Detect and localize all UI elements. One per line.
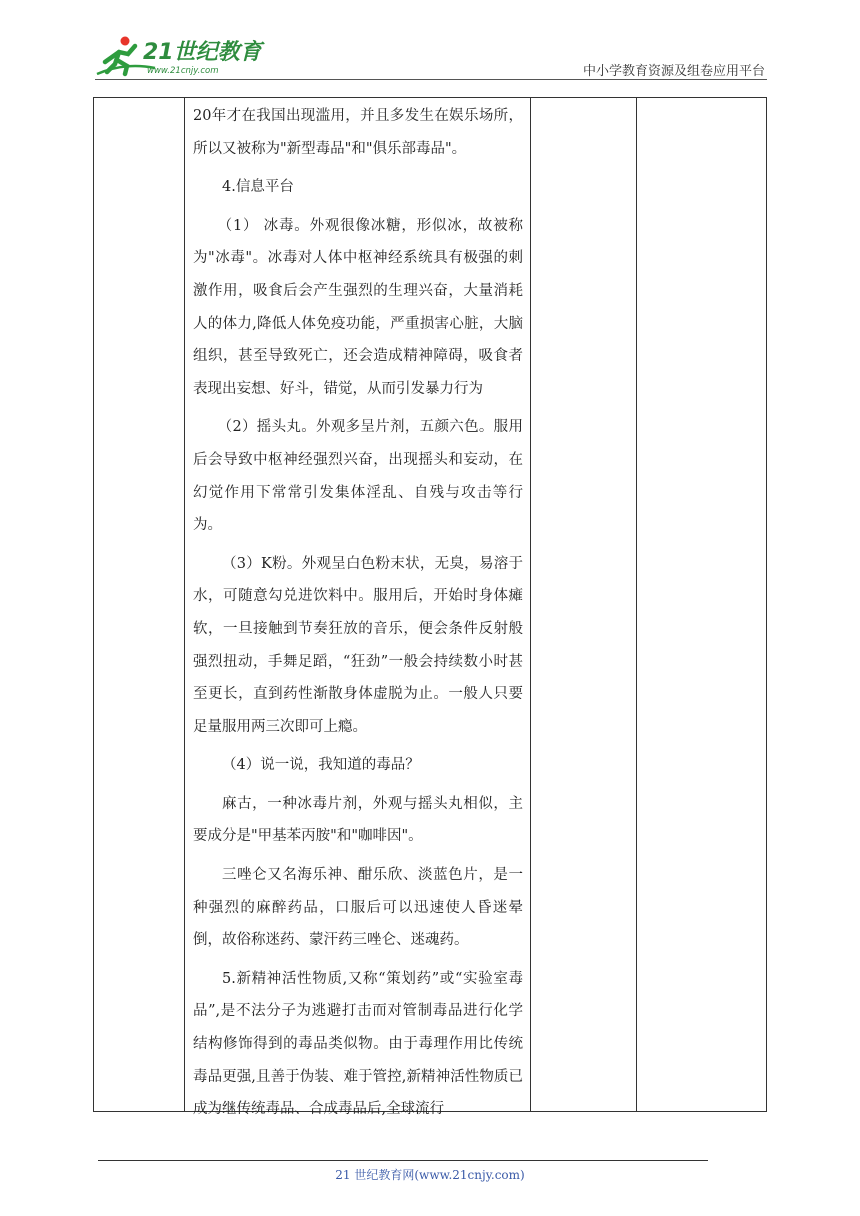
logo-text: 21世纪教育 [143, 40, 262, 65]
lesson-content [193, 100, 523, 1126]
table-column-divider [184, 98, 185, 1111]
header-divider [95, 79, 767, 80]
table-column-divider [530, 98, 531, 1111]
page-header [95, 30, 767, 80]
paragraph: 5.新精神活性物质,又称“策划药”或“实验室毒品”,是不法分子为逃避打击而对管制毒品进行化学结构修饰得到的毒品类似物。由于毒理作用比传统毒品更强,且善于伪装、难于管控,新精神活性物质已成为继传统毒品、合成毒品后,全球流行 [193, 970, 523, 1118]
platform-name: 中小学教育资源及组卷应用平台 [582, 64, 765, 79]
paragraph: 麻古，一种冰毒片剂，外观与摇头丸相似，主要成分是"甲基苯丙胺"和"咖啡因"。 [193, 795, 523, 845]
paragraph: （1） 冰毒。外观很像冰糖，形似冰，故被称为"冰毒"。冰毒对人体中枢神经系统具有极强的刺激作用，吸食后会产生强烈的生理兴奋，大量消耗人的体力,降低人体免疫功能，严重损害心脏，大脑组织，甚至导致死亡，还会造成精神障碍，吸食者表现出妄想、好斗，错觉，从而引发暴力行为 [193, 217, 523, 397]
paragraph: （3）K粉。外观呈白色粉末状，无臭，易溶于水，可随意勾兑进饮料中。服用后，开始时身体瘫软，一旦接触到节奏狂放的音乐，便会条件反射般强烈扭动，手舞足蹈，“狂劲”一般会持续数小时甚至更长，直到药性渐散身体虚脱为止。一般人只要足量服用两三次即可上瘾。 [193, 555, 523, 735]
table-column-divider [636, 98, 637, 1111]
logo [95, 32, 265, 78]
paragraph: （4）说一说，我知道的毒品？ [222, 757, 420, 774]
footer-text: 21 世纪教育网(www.21cnjy.com) [335, 1168, 525, 1182]
paragraph: 三唑仑又名海乐神、酣乐欣、淡蓝色片，是一种强烈的麻醉药品，口服后可以迅速使人昏迷晕倒，故俗称迷药、蒙汗药三唑仑、迷魂药。 [193, 867, 523, 949]
footer-divider [98, 1160, 708, 1161]
section-heading: 4.信息平台 [222, 179, 294, 196]
paragraph: （2）摇头丸。外观多呈片剂，五颜六色。服用后会导致中枢神经强烈兴奋，出现摇头和妄动，在幻觉作用下常常引发集体淫乱、自残与攻击等行为。 [193, 419, 523, 534]
logo-url: www.21cnjy.com [147, 66, 219, 76]
paragraph: 20年才在我国出现滥用，并且多发生在娱乐场所，所以又被称为"新型毒品"和"俱乐部毒品"。 [193, 108, 523, 157]
